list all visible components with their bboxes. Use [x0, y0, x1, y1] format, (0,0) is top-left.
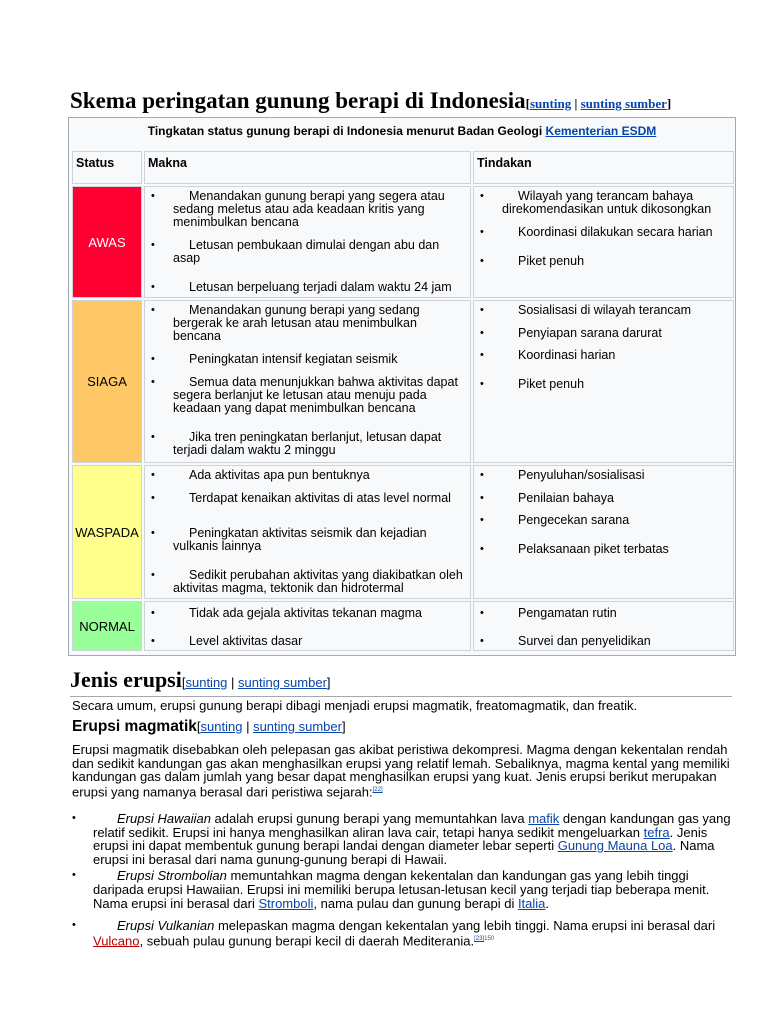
list-item: • Peningkatan aktivitas seismik dan kejadian vulkanis lainnya: [145, 527, 470, 553]
list-item: • Level aktivitas dasar: [145, 635, 470, 648]
section-title: Jenis erupsi: [70, 667, 182, 692]
makna-normal: [144, 601, 471, 651]
list-item: • Letusan berpeluang terjadi dalam waktu 24 jam: [145, 281, 470, 294]
list-item: • Piket penuh: [474, 255, 733, 268]
list-item: • Koordinasi harian: [474, 349, 733, 362]
erupsi-list: [72, 812, 736, 948]
status-normal: NORMAL: [72, 601, 142, 651]
list-item: • Semua data menunjukkan bahwa aktivitas dapat segera berlanjut ke letusan atau menuju pada keadaan yang dapat menimbulkan bencana: [145, 376, 470, 415]
tindakan-siaga: [473, 300, 734, 463]
magmatik-paragraph: Erupsi magmatik disebabkan oleh pelepasan gas akibat peristiwa dekompresi. Magma dengan kekentalan rendah dan sedikit kandungan gas akan menghasilkan erupsi yang relatif lemah. Sebaliknya, magma kental yang memiliki kandungan gas dalam jumlah yang besar dapat menghasilkan erupsi yang kuat. Jenis erupsi berikut merupakan erupsi yang namanya berasal dari peristiwa sejarah:[22]: [72, 742, 730, 800]
list-item: • Terdapat kenaikan aktivitas di atas level normal: [145, 492, 470, 505]
kementerian-esdm-link[interactable]: Kementerian ESDM: [545, 124, 657, 138]
makna-awas: [144, 186, 471, 298]
section-title: Skema peringatan gunung berapi di Indonesia: [70, 88, 526, 113]
list-item: • Pelaksanaan piket terbatas: [474, 543, 733, 556]
section-heading-jenis-erupsi: [70, 668, 732, 697]
edit-source-link[interactable]: sunting sumber: [580, 96, 667, 111]
page-number: 150: [484, 935, 495, 942]
edit-source-link[interactable]: sunting sumber: [253, 719, 342, 734]
mafik-link[interactable]: mafik: [528, 811, 560, 826]
edit-link[interactable]: sunting: [185, 675, 228, 690]
header-status: Status: [72, 151, 142, 184]
list-item: • Piket penuh: [474, 378, 733, 391]
list-item: • Wilayah yang terancam bahaya direkomendasikan untuk dikosongkan: [474, 190, 733, 216]
edit-link[interactable]: sunting: [530, 96, 572, 111]
italia-link[interactable]: Italia: [517, 895, 546, 911]
list-item: • Tidak ada gejala aktivitas tekanan magma: [145, 607, 470, 620]
list-item: • Jika tren peningkatan berlanjut, letusan dapat terjadi dalam waktu 2 minggu: [145, 431, 470, 457]
edit-source-link[interactable]: sunting sumber: [238, 675, 327, 690]
makna-waspada: [144, 465, 471, 599]
reference-link[interactable]: [22]: [372, 786, 383, 793]
tindakan-waspada: [473, 465, 734, 599]
list-item: • Penilaian bahaya: [474, 492, 733, 505]
list-item: • Menandakan gunung berapi yang sedang bergerak ke arah letusan atau menimbulkan bencana: [145, 304, 470, 343]
list-item-vulkanian: • Erupsi Vulkanian melepaskan magma dengan kekentalan yang lebih tinggi. Nama erupsi ini berasal dari Vulcano, sebuah pulau gunung berapi kecil di daerah Mediterania.$^{[23]150}$: [72, 919, 736, 948]
status-waspada: WASPADA: [72, 465, 142, 599]
list-item: • Menandakan gunung berapi yang segera atau sedang meletus atau ada keadaan kritis yang menimbulkan bencana: [145, 190, 470, 229]
edit-section-links: [sunting | sunting sumber]: [525, 96, 672, 111]
list-item: • Penyiapan sarana darurat: [474, 327, 733, 340]
edit-section-links: [sunting | sunting sumber]: [181, 675, 331, 690]
stromboli-link[interactable]: Stromboli: [258, 895, 314, 911]
list-item: • Sedikit perubahan aktivitas yang diakibatkan oleh aktivitas magma, tektonik dan hidrotermal: [145, 569, 470, 595]
subsection-title: Erupsi magmatik: [72, 718, 197, 735]
list-item: • Survei dan penyelidikan: [474, 635, 733, 648]
list-item: • Sosialisasi di wilayah terancam: [474, 304, 733, 317]
list-item: • Penyuluhan/sosialisasi: [474, 469, 733, 482]
list-item: • Pengamatan rutin: [474, 607, 733, 620]
makna-siaga: [144, 300, 471, 463]
volcano-status-table: [68, 117, 736, 656]
list-item-hawaiian: • Erupsi Hawaiian adalah erupsi gunung berapi yang memuntahkan lava mafik dengan kandungan gas yang relatif sedikit. Erupsi ini hanya menghasilkan aliran lava cair, tetapi hanya sedikit mengeluarkan tefra. Jenis erupsi ini dapat membentuk gunung berapi landai dengan diameter lebar seperti Gunung Mauna Loa. Nama erupsi ini berasal dari nama gunung-gunung berapi di Hawaii.: [72, 812, 736, 866]
subsection-heading-erupsi-magmatik: [72, 718, 346, 736]
mauna-loa-link[interactable]: Gunung Mauna Loa: [557, 838, 673, 854]
tindakan-awas: [473, 186, 734, 298]
status-siaga: SIAGA: [72, 300, 142, 463]
reference-link[interactable]: [23]: [474, 935, 485, 942]
section-heading-skema: [70, 88, 732, 119]
list-item: • Pengecekan sarana: [474, 514, 733, 527]
table-caption: Tingkatan status gunung berapi di Indonesia menurut Badan Geologi Kementerian ESDM: [69, 118, 735, 146]
list-item: • Letusan pembukaan dimulai dengan abu dan asap: [145, 239, 470, 265]
edit-section-links: [sunting | sunting sumber]: [196, 719, 346, 734]
header-makna: Makna: [144, 151, 471, 184]
list-item-strombolian: • Erupsi Strombolian memuntahkan magma dengan kekentalan dan kandungan gas yang lebih tinggi daripada erupsi Hawaiian. Erupsi ini memiliki berupa letusan-letusan kecil yang terjadi tiap beberapa menit. Nama erupsi ini berasal dari Stromboli, nama pulau dan gunung berapi di Italia.: [72, 869, 736, 910]
tindakan-normal: [473, 601, 734, 651]
intro-paragraph: Secara umum, erupsi gunung berapi dibagi menjadi erupsi magmatik, freatomagmatik, dan freatik.: [72, 698, 638, 713]
list-item: • Ada aktivitas apa pun bentuknya: [145, 469, 470, 482]
status-awas: AWAS: [72, 186, 142, 298]
list-item: • Koordinasi dilakukan secara harian: [474, 226, 733, 239]
header-tindakan: Tindakan: [473, 151, 734, 184]
tefra-link[interactable]: tefra: [643, 824, 670, 840]
list-item: • Peningkatan intensif kegiatan seismik: [145, 353, 470, 366]
vulcano-link[interactable]: Vulcano: [93, 933, 140, 949]
edit-link[interactable]: sunting: [200, 719, 243, 734]
